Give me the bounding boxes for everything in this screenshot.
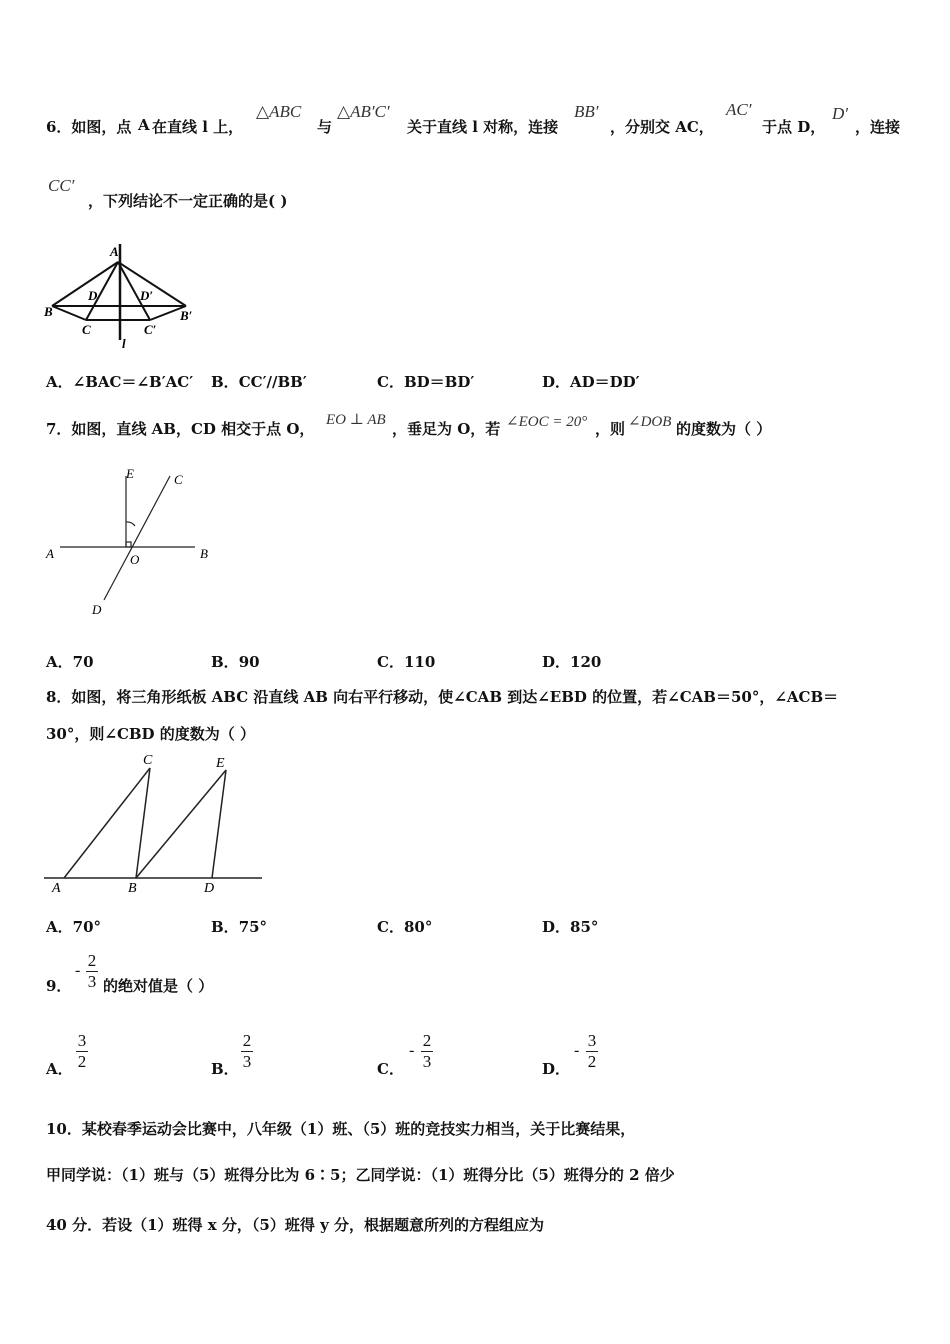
option-label: B． [211,1060,239,1078]
q7-stem-2: ，垂足为 O，若 [392,420,501,438]
option-text: CC′//BB′ [238,373,307,391]
q10-line-2: 甲同学说：（1）班与（5）班得分比为 6∶5；乙同学说：（1）班得分比（5）班得分的 2 倍少 [46,1166,675,1184]
option-fraction [421,1032,433,1071]
q8-fig-label-c: C [143,753,153,768]
q10-line-3: 40 分．若设（1）班得 x 分，（5）班得 y 分，根据题意所列的方程组应为 [46,1216,545,1234]
option-sign: - [409,1042,415,1059]
denominator: 2 [587,1052,597,1071]
q7-option-a[interactable] [46,651,94,672]
option-text: 70° [72,918,102,936]
q6-on-line: 在直线 l 上， [152,118,244,136]
q6-symmetric: 关于直线 l 对称，连接 [407,118,559,136]
option-label: C． [377,653,404,671]
q6-option-d[interactable] [542,371,640,392]
option-label: D． [542,1060,571,1078]
q9-minus: - [75,962,81,979]
q8-option-a[interactable] [46,916,101,937]
q6-ac-prime: AC′ [726,100,752,119]
q8-option-d[interactable] [542,916,598,937]
q6-fig-label-d-prime: D′ [140,288,154,303]
numerator: 3 [587,1031,597,1050]
option-text: AD＝DD′ [570,373,640,391]
option-label: B． [211,918,239,936]
q6-with: 与 [317,118,333,136]
q6-fig-label-a: A [110,244,119,259]
q6-at-d: 于点 D， [762,118,826,136]
option-label: B． [211,373,239,391]
q7-angle-dob: ∠DOB [628,414,672,430]
q6-cc-prime: CC′ [48,176,75,195]
q7-figure [40,462,220,622]
option-fraction [241,1032,253,1071]
q7-fig-label-o: O [130,552,140,567]
q7-fig-label-b: B [200,546,208,561]
q6-fig-label-c-prime: C′ [144,322,157,337]
q7-fig-label-d: D [92,602,102,617]
q8-option-c[interactable] [377,916,432,937]
q6-stem-end: ，下列结论不一定正确的是( ) [88,192,288,210]
denominator: 3 [87,972,97,991]
numerator: 2 [422,1031,432,1050]
option-text: 85° [570,918,599,936]
option-sign: - [574,1042,580,1059]
option-label: A． [46,653,73,671]
denominator: 3 [422,1052,432,1071]
q8-stem-line-2: 30°，则∠CBD 的度数为（ ） [46,725,256,743]
option-text: 110 [403,653,436,671]
option-label: A． [46,918,73,936]
numerator: 2 [242,1031,252,1050]
q6-fig-label-b: B [44,304,53,319]
q6-fig-label-b-prime: B′ [180,308,193,323]
q8-stem-line-1: 8．如图，将三角形纸板 ABC 沿直线 AB 向右平行移动，使∠CAB 到达∠EBD 的位置，若∠CAB＝50°，∠ACB＝ [46,688,839,706]
q9-stem: 的绝对值是（ ） [103,977,214,995]
denominator: 3 [242,1052,252,1071]
q6-d-prime: D′ [832,104,848,123]
q7-fig-label-a: A [46,546,54,561]
option-label: C． [377,1060,404,1078]
q8-fig-label-a: A [52,881,61,896]
q10-line-1: 10．某校春季运动会比赛中，八年级（1）班、（5）班的竞技实力相当，关于比赛结果， [46,1120,636,1138]
option-label: A． [46,373,73,391]
q6-stem-start: 6．如图，点 [46,118,132,136]
q8-figure [40,748,270,898]
q6-point-a: A [138,116,150,134]
option-label: B． [211,653,239,671]
numerator: 2 [87,951,97,970]
q6-cross: ，分别交 AC， [610,118,714,136]
q8-fig-label-b: B [128,881,137,896]
option-label: C． [377,918,404,936]
option-label: C． [377,373,404,391]
option-text: BD＝BD′ [403,373,475,391]
q6-option-c[interactable] [377,371,474,392]
q6-option-b[interactable] [211,371,307,392]
q6-fig-label-l: l [122,336,126,351]
q7-stem-4: 的度数为（ ） [676,420,772,438]
q6-figure [40,240,210,352]
q8-option-b[interactable] [211,916,267,937]
q6-triangle-abc-prime: △AB′C′ [337,102,390,121]
option-text: 75° [238,918,268,936]
option-text: 80° [403,918,433,936]
option-label: D． [542,918,571,936]
option-label: A． [46,1060,73,1078]
option-fraction [586,1032,598,1071]
q7-angle-eoc: ∠EOC = 20° [506,414,588,430]
option-label: D． [542,373,571,391]
q7-stem-1: 7．如图，直线 AB，CD 相交于点 O， [46,420,315,438]
option-fraction [76,1032,88,1071]
q6-fig-label-d: D [88,288,98,303]
q9-number: 9． [46,977,72,995]
option-label: D． [542,653,571,671]
denominator: 2 [77,1052,87,1071]
option-text: 90 [238,653,260,671]
option-text: 120 [570,653,602,671]
q8-fig-label-e: E [216,756,225,771]
q6-option-a[interactable] [46,371,193,392]
q6-triangle-abc: △ABC [256,102,302,121]
q7-stem-3: ，则 [595,420,626,438]
q9-fraction [86,952,98,991]
q7-option-c[interactable] [377,651,435,672]
option-text: ∠BAC＝∠B′AC′ [72,373,194,391]
q7-fig-label-e: E [126,466,134,481]
q8-fig-label-d: D [204,881,215,896]
q6-bb-prime: BB′ [574,102,599,121]
q6-link: ，连接 [855,118,901,136]
q7-fig-label-c: C [174,472,183,487]
q7-option-b[interactable] [211,651,260,672]
q6-fig-label-c: C [82,322,91,337]
numerator: 3 [77,1031,87,1050]
q7-option-d[interactable] [542,651,601,672]
q7-perp: EO ⊥ AB [326,412,386,428]
option-text: 70 [72,653,94,671]
